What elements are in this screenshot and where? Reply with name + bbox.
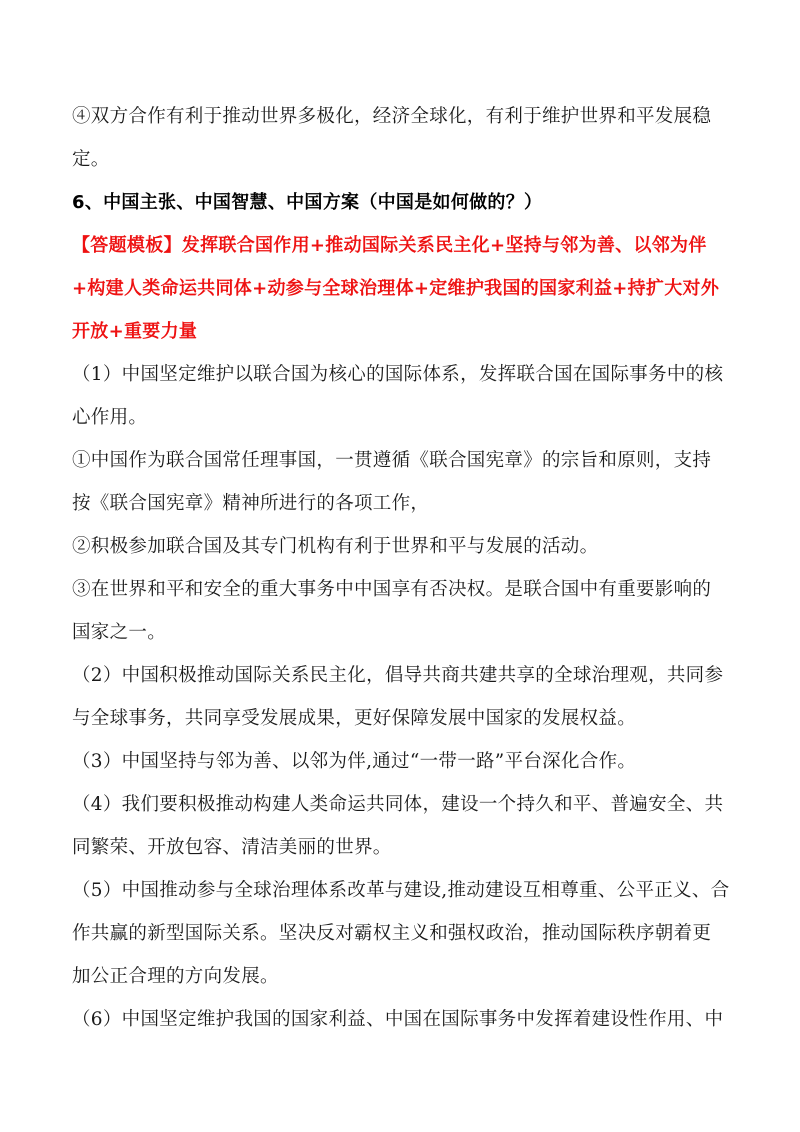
paragraph-line: 心作用。: [72, 407, 148, 428]
paragraph-line: 按《联合国宪章》精神所进行的各项工作，: [72, 493, 430, 514]
paragraph-line: ④双方合作有利于推动世界多极化，经济全球化，有利于维护世界和平发展稳: [72, 106, 712, 127]
paragraph-line: 定。: [72, 149, 110, 170]
paragraph-line: （4）我们要积极推动构建人类命运共同体，建设一个持久和平、普遍安全、共: [72, 794, 724, 815]
paragraph-line: （1）中国坚定维护以联合国为核心的国际体系，发挥联合国在国际事务中的核: [72, 364, 724, 385]
paragraph-line: （6）中国坚定维护我国的国家利益、中国在国际事务中发挥着建设性作用、中: [72, 1009, 724, 1030]
answer-template-line: 开放+重要力量: [72, 321, 198, 342]
paragraph-line: （5）中国推动参与全球治理体系改革与建设,推动建设互相尊重、公平正义、合: [72, 880, 730, 901]
paragraph-line: （3）中国坚持与邻为善、以邻为伴,通过“一带一路”平台深化合作。: [72, 751, 637, 772]
paragraph-line: （2）中国积极推动国际关系民主化，倡导共商共建共享的全球治理观，共同参: [72, 665, 724, 686]
paragraph-line: 加公正合理的方向发展。: [72, 966, 279, 987]
paragraph-line: ①中国作为联合国常任理事国，一贯遵循《联合国宪章》的宗旨和原则，支持: [72, 450, 712, 471]
section-heading: 6、中国主张、中国智慧、中国方案（中国是如何做的？）: [72, 192, 543, 213]
paragraph-line: ③在世界和平和安全的重大事务中中国享有否决权。是联合国中有重要影响的: [72, 579, 712, 600]
paragraph-line: 作共赢的新型国际关系。坚决反对霸权主义和强权政治，推动国际秩序朝着更: [72, 923, 712, 944]
paragraph-line: 国家之一。: [72, 622, 167, 643]
paragraph-line: 同繁荣、开放包容、清洁美丽的世界。: [72, 837, 392, 858]
answer-template-line: 【答题模板】发挥联合国作用+推动国际关系民主化+坚持与邻为善、以邻为伴: [72, 235, 707, 256]
answer-template-line: +构建人类命运共同体+动参与全球治理体+定维护我国的国家利益+持扩大对外: [72, 278, 720, 299]
paragraph-line: 与全球事务，共同享受发展成果，更好保障发展中国家的发展权益。: [72, 708, 637, 729]
paragraph-line: ②积极参加联合国及其专门机构有利于世界和平与发展的活动。: [72, 536, 599, 557]
